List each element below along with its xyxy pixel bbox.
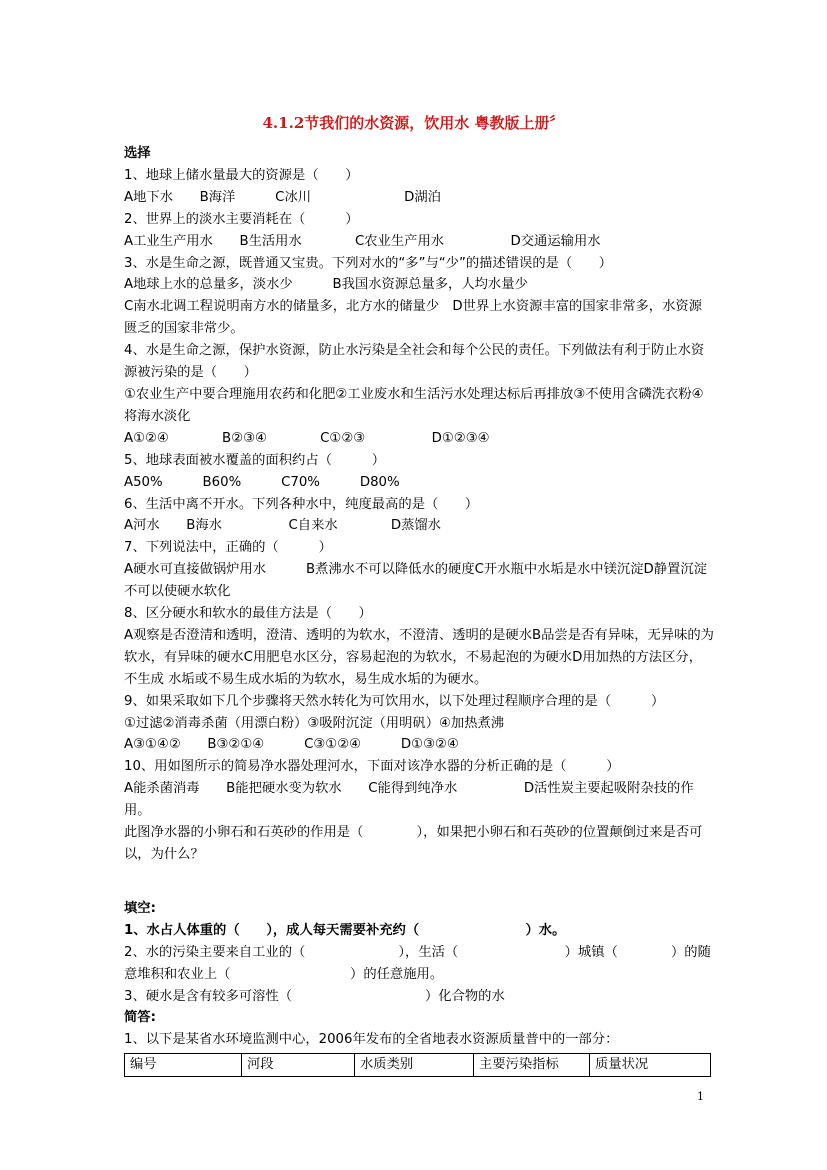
question-line: 6、生活中离不开水。下列各种水中，纯度最高的是（ ） — [124, 496, 479, 512]
options-line: C南水北调工程说明南方水的储量多，北方水的储量少 D世界上水资源丰富的国家非常多，水资源匮乏的国家非常少。 — [124, 299, 702, 337]
answer-line: 1、以下是某省水环境监测中心，2006年发布的全省地表水资源质量普中的一部分： — [124, 1032, 619, 1048]
question-line: 8、区分硬水和软水的最佳方法是（ ） — [124, 606, 372, 622]
options-line: A地球上水的总量多，淡水少 B我国水资源总量多，人均水量少 — [124, 277, 528, 293]
question-line: 此图净水器的小卵石和石英砂的作用是（ ），如果把小卵石和石英砂的位置颠倒过来是否可以，为什么？ — [124, 825, 703, 862]
options-line: A①②④ B②③④ C①②③ D①②③④ — [124, 430, 490, 446]
page-number: 1 — [697, 1090, 704, 1103]
options-line: A地下水 B海洋 C冰川 D湖泊 — [124, 189, 441, 205]
section-heading-answer: 简答: — [124, 1010, 156, 1026]
table-header-cell: 编号 — [125, 1054, 242, 1077]
table-header-cell: 水质类别 — [355, 1054, 474, 1077]
fill-line: 1、水占人体重的（ ），成人每天需要补充约（ ）水。 — [124, 922, 566, 938]
water-quality-table — [124, 1053, 711, 1077]
question-line: 7、下列说法中，正确的（ ） — [124, 540, 332, 556]
fill-line: 3、硬水是含有较多可溶性（ ）化合物的水 — [124, 988, 505, 1004]
table-header-row — [125, 1054, 711, 1077]
options-line: A工业生产用水 B生活用水 C农业生产用水 D交通运输用水 — [124, 233, 601, 249]
options-line: A河水 B海水 C自来水 D蒸馏水 — [124, 518, 441, 534]
section-heading-choice: 选择 — [124, 146, 151, 161]
question-line: 9、如果采取如下几个步骤将天然水转化为可饮用水，以下处理过程顺序合理的是（ ） — [124, 693, 665, 709]
table-header-cell: 河段 — [242, 1054, 355, 1077]
question-line: 2、世界上的淡水主要消耗在（ ） — [124, 211, 359, 227]
question-line: 3、水是生命之源，既普通又宝贵。下列对水的“多”与“少”的描述错误的是（ ） — [124, 255, 613, 271]
question-line: 4、水是生命之源，保护水资源，防止水污染是全社会和每个公民的责任。下列做法有利于防止水资源被污染的是（ ） — [124, 343, 705, 381]
question-line: 5、地球表面被水覆盖的面积约占（ ） — [124, 452, 386, 468]
fill-line: 2、水的污染主要来自工业的（ ），生活（ ）城镇（ ）的随意堆积和农业上（ ）的任意施用。 — [124, 944, 711, 982]
options-line: A观察是否澄清和透明，澄清、透明的为软水，不澄清、透明的是硬水B品尝是否有异味，无异味的为软水，有异味的硬水C用肥皂水区分，容易起泡的为软水，不易起泡的为硬水D用加热的方法区分，不生成 水垢或不易生成水垢的为软水，易生成水垢的为硬水。 — [124, 627, 714, 687]
question-line: 1、地球上储水量最大的资源是（ ） — [124, 167, 359, 183]
statement-line: ①过滤②消毒杀菌（用漂白粉）③吸附沉淀（用明矾）④加热煮沸 — [124, 715, 505, 731]
options-line: A50% B60% C70% D80% — [124, 474, 400, 490]
options-line: A能杀菌消毒 B能把硬水变为软水 C能得到纯净水 D活性炭主要起吸附杂技的作用。 — [124, 781, 694, 819]
document-title: 4.1.2节我们的水资源，饮用水 粤教版上册〞 — [262, 114, 565, 132]
section-heading-fill: 填空: — [124, 900, 156, 916]
options-line: A硬水可直接做锅炉用水 B煮沸水不可以降低水的硬度C开水瓶中水垢是水中镁沉淀D静置沉淀不可以使硬水软化 — [124, 562, 707, 600]
question-line: 10、用如图所示的简易净水器处理河水，下面对该净水器的分析正确的是（ ） — [124, 759, 620, 775]
table-header-cell: 主要污染指标 — [474, 1054, 590, 1077]
statement-line: ①农业生产中要合理施用农药和化肥②工业废水和生活污水处理达标后再排放③不使用含磷洗衣粉④将海水淡化 — [124, 386, 704, 424]
options-line: A③①④② B③②①④ C③①②④ D①③②④ — [124, 737, 459, 753]
table-header-cell: 质量状况 — [590, 1054, 711, 1077]
document-body — [124, 143, 714, 1077]
